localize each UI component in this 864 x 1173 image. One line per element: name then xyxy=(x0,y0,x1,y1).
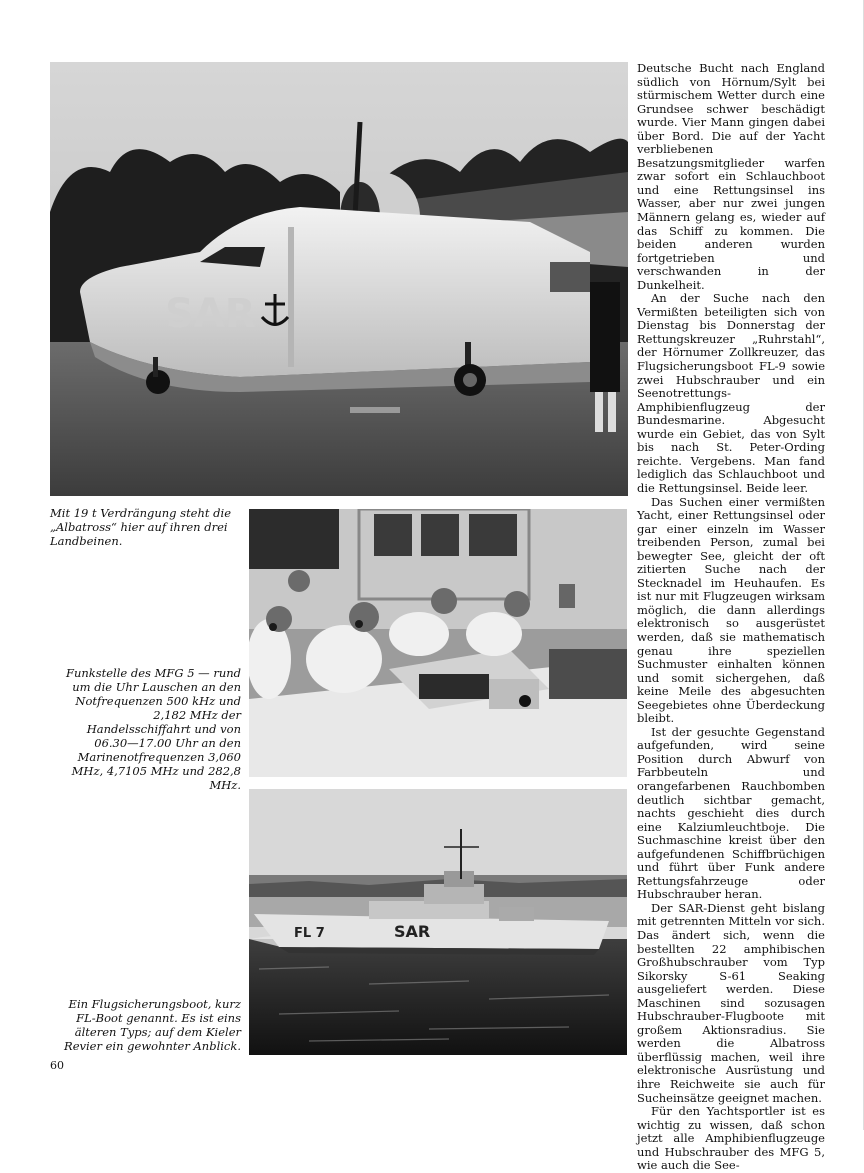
fl-boat-photo xyxy=(249,789,627,1055)
page-number: 60 xyxy=(50,1059,64,1072)
radio-station-illustration xyxy=(249,509,627,777)
article-paragraph-4: Ist der gesuchte Gegenstand aufgefunden, wird seine Position durch Abwurf von Farbbeuteln und orangefarbenen Rauchbomben deutlich sichtbar gemacht, nachts geschieht dies durch eine Kalziumleuchtboje. Die Suchmaschine kreist über den aufgefundenen Schiffbrüchigen und führt über Funk andere Rettungsfahrzeuge oder Hubschrauber heran. xyxy=(637,724,825,902)
caption-radio-station: Funkstelle des MFG 5 — rund um die Uhr Lauschen an den Notfrequenzen 500 kHz und 2,182 MHz der Handelsschiffahrt und von 06.30—17.00 Uhr an den Marinenotfrequenzen 3,060 MHz, 4,7105 MHz und 282,8 MHz. xyxy=(65,666,241,792)
article-paragraph-2: An der Suche nach den Vermißten beteiligten sich von Dienstag bis Donnerstag der Rettungskreuzer „Ruhrstahl“, der Hörnumer Zollkreuzer, das Flugsicherungsboot FL-9 sowie zwei Hubschrauber und ein Seenotrettungs-Amphibienflugzeug der Bundesmarine. Abgesucht wurde ein Gebiet, das von Sylt bis nach St. Peter-Ording reichte. Vergebens. Man fand lediglich das Schlauchboot und die Rettungsinsel. Beide leer. xyxy=(637,291,825,495)
caption-fl-boat: Ein Flugsicherungsboot, kurz FL-Boot genannt. Es ist eins älteren Typs; auf dem Kieler Revier ein gewohnter Anblick. xyxy=(64,997,241,1053)
article-paragraph-6: Für den Yachtsportler ist es wichtig zu wissen, daß schon jetzt alle Amphibienflugzeuge und Hubschrauber des MFG 5, wie auch die See- xyxy=(637,1104,825,1173)
boat-hull-number: FL 7 xyxy=(294,926,325,941)
fl-boat-illustration xyxy=(249,789,627,1055)
article-paragraph-5: Der SAR-Dienst geht bislang mit getrennten Mitteln vor sich. Das ändert sich, wenn die bestellten 22 amphibischen Großhubschrauber vom Typ Sikorsky S-61 Seaking ausgeliefert werden. Diese Maschinen sind sozusagen Hubschrauber-Flugboote mit großem Aktionsradius. Sie werden die Albatross überflüssig machen, weil ihre elektronische Ausrüstung und ihre Reichweite sie auch für Sucheinsätze geeignet machen. xyxy=(637,900,825,1105)
article-paragraph-1: Deutsche Bucht nach England südlich von Hörnum/Sylt bei stürmischem Wetter durch eine Grundsee schwer beschädigt wurde. Vier Mann gingen dabei über Bord. Die auf der Yacht verbliebenen Besatzungsmitglieder warfen zwar sofort ein Schlauchboot und eine Rettungsinsel ins Wasser, aber nur zwei jungen Männern gelang es, wieder auf das Schiff zu kommen. Die beiden anderen wurden fortgetrieben und verschwanden in der Dunkelheit. xyxy=(637,61,825,292)
article-paragraph-3: Das Suchen einer vermißten Yacht, einer Rettungsinsel oder gar einer einzeln im Wasser treibenden Person, zumal bei bewegter See, gleicht der oft zitierten Suche nach der Stecknadel im Heuhaufen. Es ist nur mit Flugzeugen wirksam möglich, die dann allerdings elektronisch so ausgerüstet werden, daß sie mathematisch genau ihre speziellen Suchmuster einhalten können und somit sichergehen, daß keine Meile des abgesuchten Seegebietes ohne Überdeckung bleibt. xyxy=(637,494,825,726)
radio-station-photo xyxy=(249,509,627,777)
boat-sar-marking: SAR xyxy=(394,922,431,941)
article-body-column xyxy=(637,62,825,1173)
aircraft-sar-marking: SAR xyxy=(165,291,256,337)
albatross-aircraft-illustration xyxy=(50,62,628,496)
caption-aircraft: Mit 19 t Verdrängung steht die „Albatross“ hier auf ihren drei Landbeinen. xyxy=(50,506,232,548)
albatross-aircraft-photo xyxy=(50,62,628,496)
